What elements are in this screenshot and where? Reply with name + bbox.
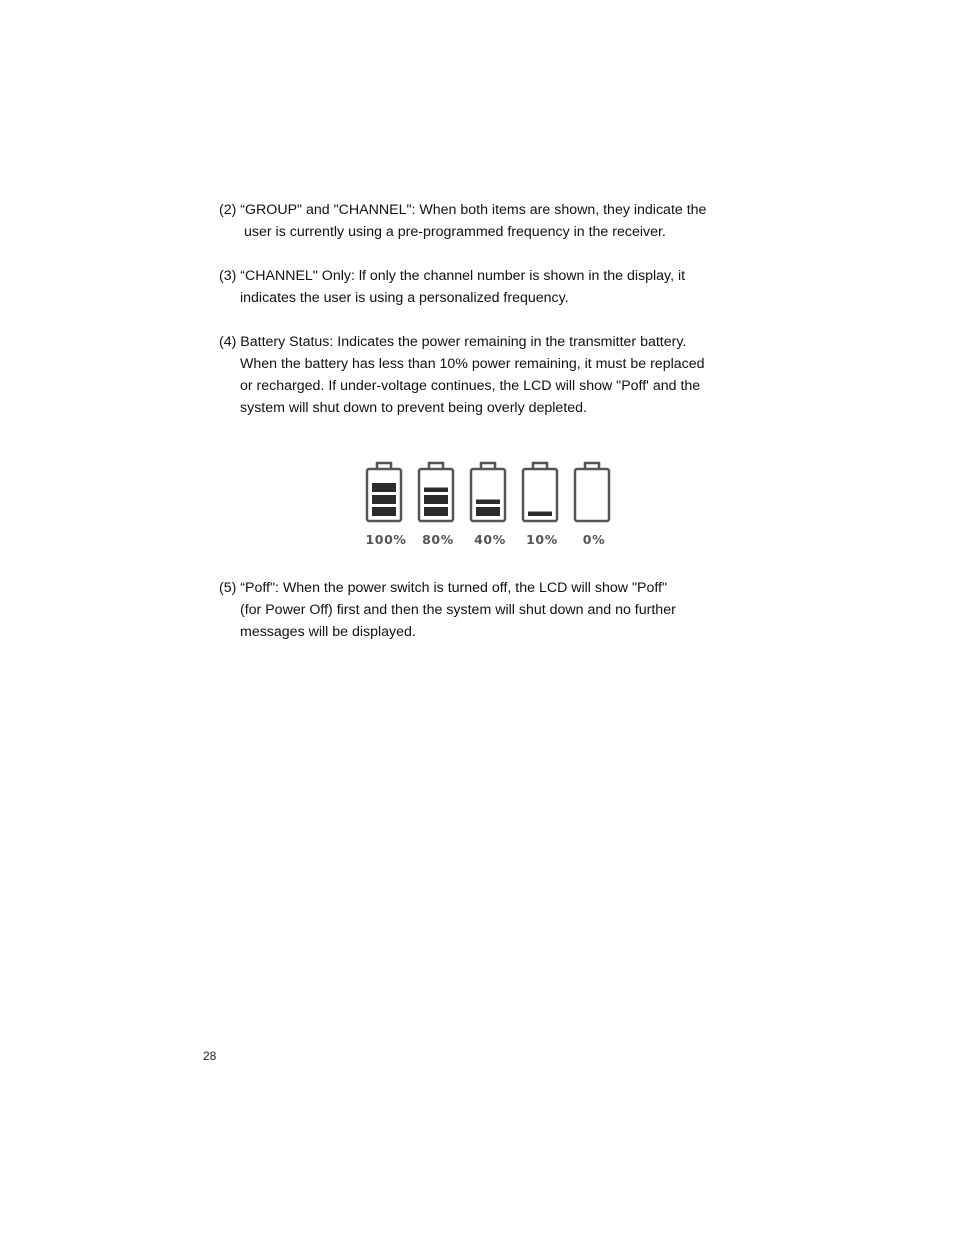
battery-bar [476, 500, 500, 505]
section-group-channel-line-1: (2) “GROUP" and "CHANNEL": When both items are shown, they indicate the [219, 202, 707, 218]
battery-100-icon [360, 458, 412, 528]
battery-bar [424, 507, 448, 516]
battery-bar [372, 507, 396, 516]
battery-bar [476, 507, 500, 516]
battery-level-figure [360, 458, 620, 552]
battery-bar [372, 495, 396, 504]
battery-label-10: 10% [526, 532, 558, 547]
battery-bar [424, 488, 448, 493]
section-channel-only-line-2: indicates the user is using a personalized frequency. [240, 290, 569, 306]
battery-body [575, 469, 609, 521]
battery-icon-0 [568, 458, 620, 552]
battery-bar [424, 495, 448, 504]
section-group-channel [219, 199, 739, 243]
section-group-channel-line-2: user is currently using a pre-programmed frequency in the receiver. [244, 224, 666, 240]
section-channel-only [219, 265, 739, 309]
battery-label-80: 80% [422, 532, 454, 547]
battery-80-icon [412, 458, 464, 528]
battery-label-0: 0% [582, 532, 606, 547]
section-poff-line-2: (for Power Off) first and then the system will shut down and no further [240, 602, 676, 618]
section-battery-status-line-1: (4) Battery Status: Indicates the power remaining in the transmitter battery. [219, 334, 687, 350]
section-battery-status-line-4: system will shut down to prevent being overly depleted. [240, 400, 587, 416]
section-battery-status-line-3: or recharged. If under-voltage continues, the LCD will show "Poff' and the [240, 378, 701, 394]
battery-icon-10 [516, 458, 568, 552]
battery-icon-80 [412, 458, 464, 552]
battery-10-icon [516, 458, 568, 528]
section-battery-status [219, 331, 739, 419]
battery-40-icon [464, 458, 516, 528]
section-poff [219, 577, 739, 643]
battery-icon-100 [360, 458, 412, 552]
section-battery-status-line-2: When the battery has less than 10% power remaining, it must be replaced [240, 356, 705, 372]
section-poff-line-1: (5) “Poff": When the power switch is turned off, the LCD will show "Poff" [219, 580, 668, 596]
section-poff-line-3: messages will be displayed. [240, 624, 416, 640]
page-number: 28 [203, 1049, 217, 1063]
battery-label-40: 40% [474, 532, 506, 547]
battery-0-icon [568, 458, 620, 528]
section-channel-only-line-1: (3) “CHANNEL" Only: lf only the channel number is shown in the display, it [219, 268, 686, 284]
battery-bar [372, 483, 396, 492]
battery-label-100: 100% [365, 532, 407, 547]
battery-bar [528, 512, 552, 517]
battery-icon-40 [464, 458, 516, 552]
